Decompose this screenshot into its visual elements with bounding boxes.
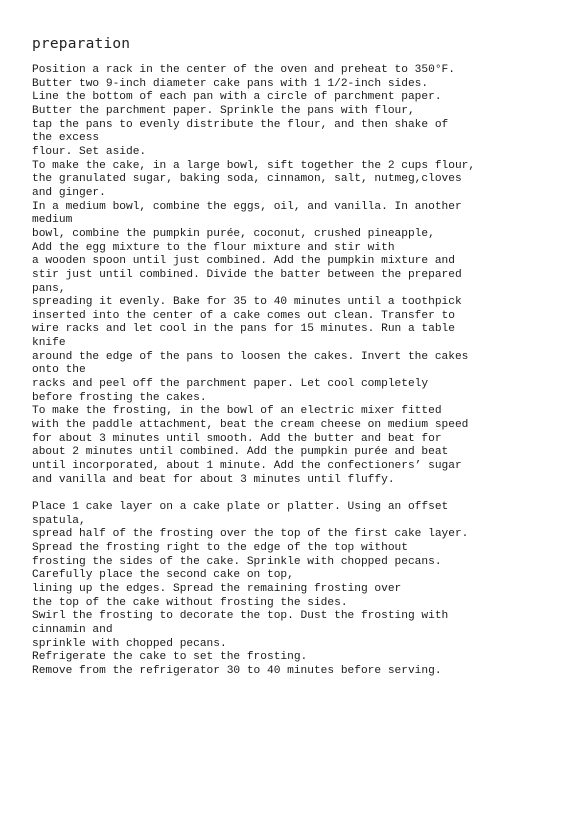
- paragraph-gap: [32, 487, 580, 501]
- text-line: knife: [32, 337, 66, 350]
- text-line: stir just until combined. Divide the batter between the prepared: [32, 268, 462, 281]
- text-line: medium: [32, 214, 73, 227]
- recipe-page: [32, 34, 580, 679]
- text-line: a wooden spoon until just combined. Add the pumpkin mixture and: [32, 255, 455, 268]
- text-line: before frosting the cakes.: [32, 391, 207, 404]
- text-line: Swirl the frosting to decorate the top. Dust the frosting with: [32, 610, 449, 623]
- text-line: bowl, combine the pumpkin purée, coconut, crushed pineapple,: [32, 227, 435, 240]
- text-line: Add the egg mixture to the flour mixture and stir with: [32, 241, 395, 254]
- text-line: the granulated sugar, baking soda, cinnamon, salt, nutmeg,cloves: [32, 173, 462, 186]
- text-line: with the paddle attachment, beat the cream cheese on medium speed: [32, 419, 469, 432]
- text-line: To make the cake, in a large bowl, sift together the 2 cups flour,: [32, 159, 476, 172]
- text-line: about 2 minutes until combined. Add the pumpkin purée and beat: [32, 446, 449, 459]
- text-line: flour. Set aside.: [32, 145, 147, 158]
- text-line: pans,: [32, 282, 66, 295]
- text-line: lining up the edges. Spread the remaining frosting over: [32, 582, 402, 595]
- text-line: frosting the sides of the cake. Sprinkle with chopped pecans.: [32, 555, 442, 568]
- text-line: spatula,: [32, 514, 86, 527]
- text-line: inserted into the center of a cake comes out clean. Transfer to: [32, 309, 455, 322]
- text-line: the top of the cake without frosting the sides.: [32, 596, 348, 609]
- text-line: the excess: [32, 132, 100, 145]
- text-line: To make the frosting, in the bowl of an electric mixer fitted: [32, 405, 442, 418]
- text-line: Butter the parchment paper. Sprinkle the pans with flour,: [32, 104, 415, 117]
- text-line: Remove from the refrigerator 30 to 40 minutes before serving.: [32, 664, 442, 677]
- text-line: and vanilla and beat for about 3 minutes until fluffy.: [32, 473, 395, 486]
- text-line: spread half of the frosting over the top of the first cake layer.: [32, 528, 469, 541]
- text-line: Place 1 cake layer on a cake plate or platter. Using an offset: [32, 500, 449, 513]
- text-line: sprinkle with chopped pecans.: [32, 637, 227, 650]
- text-line: Position a rack in the center of the oven and preheat to 350°F.: [32, 64, 455, 76]
- preparation-steps: [32, 64, 580, 487]
- text-line: In a medium bowl, combine the eggs, oil, and vanilla. In another: [32, 200, 462, 213]
- text-line: for about 3 minutes until smooth. Add the butter and beat for: [32, 432, 442, 445]
- text-line: Line the bottom of each pan with a circle of parchment paper.: [32, 91, 442, 104]
- section-heading: preparation: [32, 36, 131, 52]
- text-line: wire racks and let cool in the pans for 15 minutes. Run a table: [32, 323, 455, 336]
- assembly-steps: [32, 501, 580, 679]
- text-line: around the edge of the pans to loosen the cakes. Invert the cakes: [32, 350, 469, 363]
- text-line: spreading it evenly. Bake for 35 to 40 minutes until a toothpick: [32, 296, 462, 309]
- text-line: racks and peel off the parchment paper. Let cool completely: [32, 378, 429, 391]
- text-line: Butter two 9-inch diameter cake pans with 1 1/2-inch sides.: [32, 77, 429, 90]
- text-line: Spread the frosting right to the edge of the top without: [32, 541, 408, 554]
- text-line: until incorporated, about 1 minute. Add the confectioners’ sugar: [32, 460, 462, 473]
- text-line: cinnamin and: [32, 623, 113, 636]
- text-line: onto the: [32, 364, 86, 377]
- text-line: Carefully place the second cake on top,: [32, 569, 294, 582]
- text-line: Refrigerate the cake to set the frosting.: [32, 651, 308, 664]
- text-line: tap the pans to evenly distribute the flour, and then shake of: [32, 118, 449, 131]
- text-line: and ginger.: [32, 186, 106, 199]
